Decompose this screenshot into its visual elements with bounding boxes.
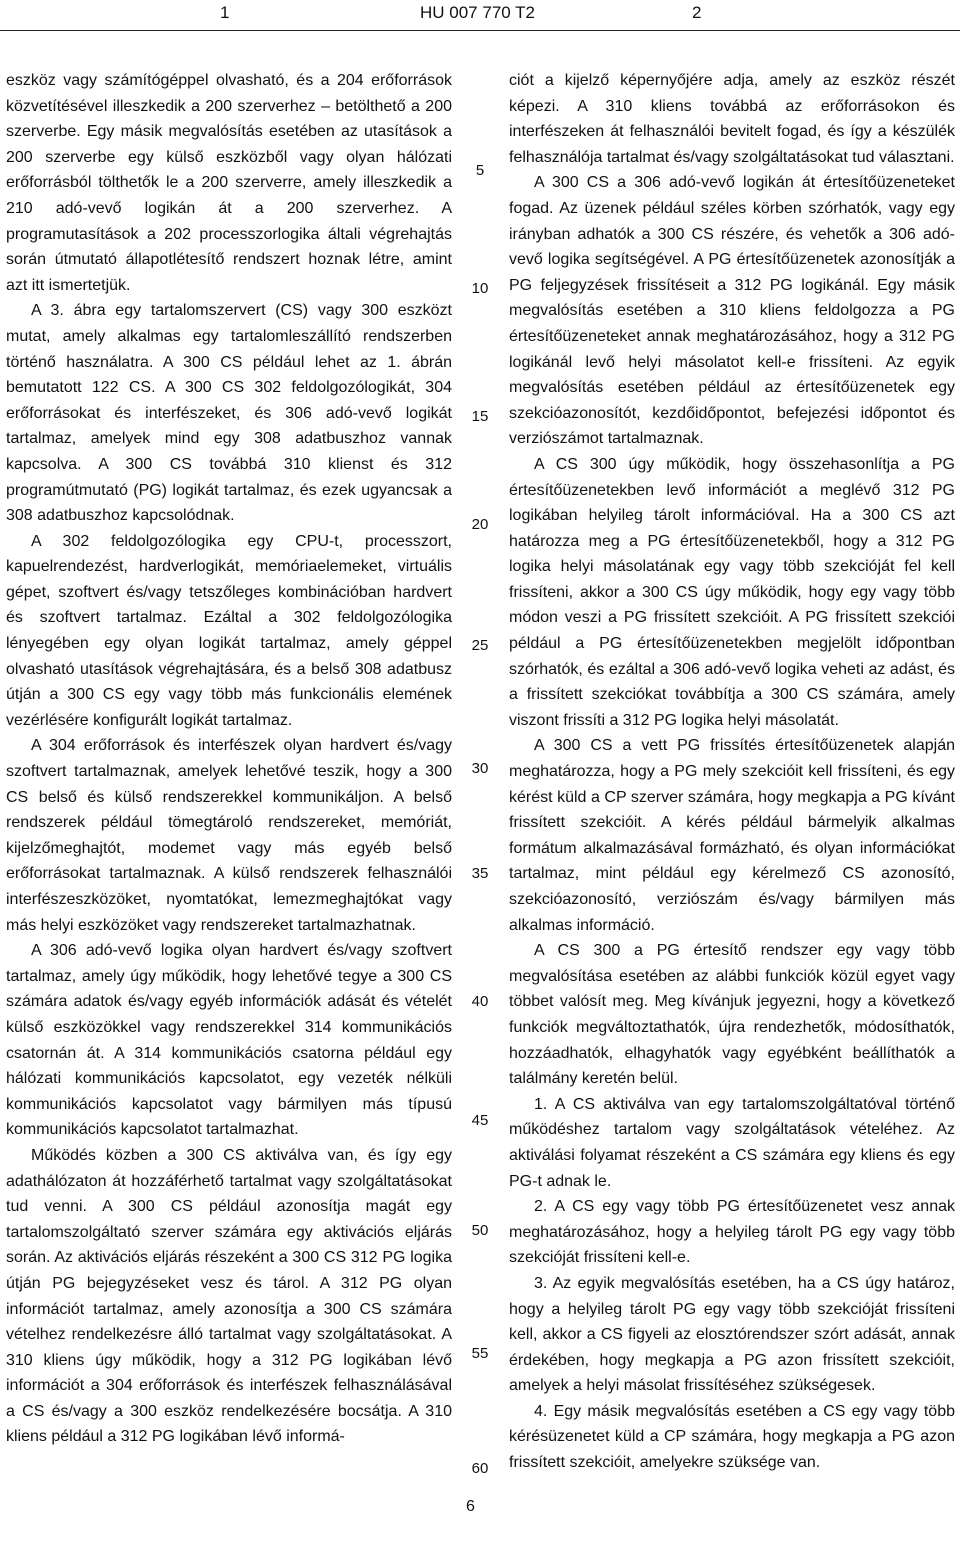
paragraph: A 300 CS a 306 adó-vevő logikán át értesítőüzeneteket fogad. Az üzenek például széles körben szórhatók, vagy egy irányban adhatók a 300 CS részére, és vehetők a 306 adó-vevő logika segítségével. A PG értesítőüzenetek azonosítják a PG feljegyzések frissítéseit a 312 PG logikánál. Egy másik megvalósítás esetében a 310 kliens feldolgozza a PG értesítőüzeneteket annak meghatározásához, hogy a 312 PG logikánál levő helyi másolatot kell-e frissíteni. Az egyik megvalósítás esetében például az értesítőüzenetek egy szekcióazonosítót, kezdőidőpontot, befejezési időpontot és verziószámot tartalmaznak. (509, 174, 955, 448)
paragraph: 4. Egy másik megvalósítás esetében a CS egy vagy több kérésüzenetet küld a CP számára, hogy megkapja a PG azon frissített szekcióit, amelyekre szüksége van. (509, 1402, 955, 1472)
line-number: 60 (471, 1460, 489, 1477)
line-number: 50 (471, 1222, 489, 1239)
paragraph: eszköz vagy számítógéppel olvasható, és a 204 erőforrások közvetítésével illeszkedik a 200 szerverhez – betölthető a 200 szerverbe. Egy másik megvalósítás esetében az utasítások a 200 szerverbe egy külső eszközből vagy olyan hálózati erőforrásból tölthetők le a 200 szerverre, amely illeszkedik a 210 adó-vevő logikán át a 200 szerverhez. A programutasítások a 202 processzorlogika általi végrehajtás során útmutató állapotlétesítő rendszert hoznak létre, amint azt itt ismertetjük. (6, 72, 452, 294)
line-number: 35 (471, 865, 489, 882)
paragraph: 3. Az egyik megvalósítás esetében, ha a CS úgy határoz, hogy a helyileg tárolt PG egy vagy több szekcióját frissíteni kell, akkor a CS figyeli az elosztórendszer szórt adását, annak érdekében, hogy megkapja a PG azon frissített szekcióit, amelyek a helyi másolat frissítéséhez szükségesek. (509, 1274, 955, 1395)
right-column (509, 68, 955, 1476)
left-column-number: 1 (220, 3, 230, 22)
header-rule (0, 30, 960, 31)
page-number: 6 (466, 1498, 475, 1515)
left-column (6, 68, 452, 1450)
line-number: 40 (471, 993, 489, 1010)
line-number: 20 (471, 516, 489, 533)
line-number: 30 (471, 760, 489, 777)
paragraph: A 300 CS a vett PG frissítés értesítőüzenetek alapján meghatározza, hogy a PG mely szekcióit kell frissíteni, és egy kérést küld a CP szerver számára, hogy megkapja a PG kívánt frissített szekcióit. A kérés például bármelyik alkalmas formátum alkalmazásával formázható, és olyan információkat tartalmaz, mint például egy kérelmező CS azonosító, szekcióazonosító, verziószám és/vagy bármilyen más alkalmas információ. (509, 737, 955, 934)
paragraph: 1. A CS aktiválva van egy tartalomszolgáltatóval történő működéshez tartalom vagy szolgáltatások vételéhez. Az aktiválási folyamat részeként a CS számára egy kliens és egy PG-t adnak le. (509, 1095, 955, 1190)
patent-number: HU 007 770 T2 (420, 3, 535, 22)
paragraph: ciót a kijelző képernyőjére adja, amely az eszköz részét képezi. A 310 kliens továbbá az erőforrásokon és interfészeken át felhasználói bevitelt fogad, és így a készülék felhasználója tartalmat és/vagy szolgáltatásokat tud választani. (509, 72, 955, 166)
paragraph: A 304 erőforrások és interfészek olyan hardvert és/vagy szoftvert tartalmaznak, amelyek lehetővé teszik, hogy a 300 CS belső és külső rendszerekkel kommunikáljon. A belső rendszerek például tömegtároló rendszereket, memóriát, kijelzőmeghajtót, modemet vagy más egyéb belső erőforrásokat tartalmaznak. A külső rendszerek felhasználói interfészeszközöket, nyomtatókat, lemezmeghajtókat vagy más helyi eszközöket vagy rendszereket tartalmazhatnak. (6, 737, 452, 934)
paragraph: A 3. ábra egy tartalomszervert (CS) vagy 300 eszközt mutat, amely alkalmas egy tartalomleszállító rendszerben történő használatra. A 300 CS például lehet az 1. ábrán bemutatott 122 CS. A 300 CS 302 feldolgozólogikát, 304 erőforrásokat és interfészeket, és 306 adó-vevő logikát tartalmaz, amelyek mind egy 308 adatbuszhoz vannak kapcsolva. A 300 CS továbbá 310 klienst és 312 programútmutató (PG) logikát tartalmaz, és ezek ugyancsak a 308 adatbuszhoz kapcsolódnak. (6, 302, 452, 525)
line-number: 45 (471, 1112, 489, 1129)
right-column-number: 2 (692, 3, 702, 22)
line-number: 10 (471, 280, 489, 297)
paragraph: A CS 300 úgy működik, hogy összehasonlítja a PG értesítőüzenetekben levő információt a meglévő 312 PG logikában helyileg tárolt információval. Ha a 300 CS azt határozza meg a PG értesítőüzenetekből, hogy a 312 PG logika helyi másolatának egy vagy több szekcióját fel kell frissíteni, akkor a 300 CS úgy működik, hogy egy vagy több módon veszi a PG frissített szekcióit. A PG frissített szekciói például a PG értesítőüzenetekben megjelölt időpontban szórhatók, és ezáltal a 306 adó-vevő logika veheti az adást, és a frissített szekciókat továbbítja a 300 CS számára, amely viszont frissíti a 312 PG logika helyi másolatát. (509, 455, 955, 729)
line-number: 15 (471, 408, 489, 425)
line-number: 5 (475, 162, 485, 179)
paragraph: A CS 300 a PG értesítő rendszer egy vagy több megvalósítása esetében az alábbi funkciók közül egyet vagy többet valósít meg. Meg kívánjuk jegyezni, hogy a következő funkciók megváltoztathatók, újra rendezhetők, módosíthatók, hozzáadhatók, elhagyhatók vagy egyébként beállíthatók a találmány keretén belül. (509, 942, 955, 1088)
paragraph: A 302 feldolgozólogika egy CPU-t, processzort, kapuelrendezést, hardverlogikát, memóriaelemeket, virtuális gépet, szoftvert és/vagy tetszőleges kombinációban hardvert és szoftvert tartalmaz. Ezáltal a 302 feldolgozólogika lényegében egy olyan logikát tartalmaz, amely géppel olvasható utasítások végrehajtására, és a belső 308 adatbusz útján a 300 CS egy vagy több más funkcionális elemének vezérlésére konfigurált logikát tartalmaz. (6, 532, 452, 729)
paragraph: A 306 adó-vevő logika olyan hardvert és/vagy szoftvert tartalmaz, amely úgy működik, hogy lehetővé tegye a 300 CS számára adatok és/vagy egyéb információk adását és vételét külső eszközökkel vagy rendszerekkel 314 kommunikációs csatornán át. A 314 kommunikációs csatorna például egy hálózati kommunikációs kapcsolatot, egy vezeték nélküli kommunikációs kapcsolatot vagy bármilyen más típusú kommunikációs kapcsolatot tartalmazhat. (6, 942, 452, 1139)
line-number: 55 (471, 1345, 489, 1362)
paragraph: 2. A CS egy vagy több PG értesítőüzenetet vesz annak meghatározásához, hogy a helyileg tárolt PG egy vagy több szekcióját frissíteni kell-e. (509, 1198, 955, 1267)
line-number: 25 (471, 637, 489, 654)
page-header (0, 0, 960, 34)
paragraph: Működés közben a 300 CS aktiválva van, és így egy adathálózaton át hozzáférhető tartalmat vagy szolgáltatásokat tud venni. A 300 CS például azonosítja magát egy tartalomszolgáltató szerver számára egy aktivációs eljárás során. Az aktivációs eljárás részeként a 300 CS 312 PG logika útján PG bejegyzéseket vesz és tárol. A 312 PG olyan információt tartalmaz, amely azonosítja a 300 CS számára vételhez rendelkezésre álló tartalmat vagy szolgáltatásokat. A 310 kliens úgy működik, hogy a 312 PG logikában lévő információt a 304 erőforrások és interfészek felhasználásával a CS és/vagy a 300 eszköz rendelkezésére bocsátja. A 310 kliens például a 312 PG logikában lévő informá- (6, 1146, 452, 1446)
